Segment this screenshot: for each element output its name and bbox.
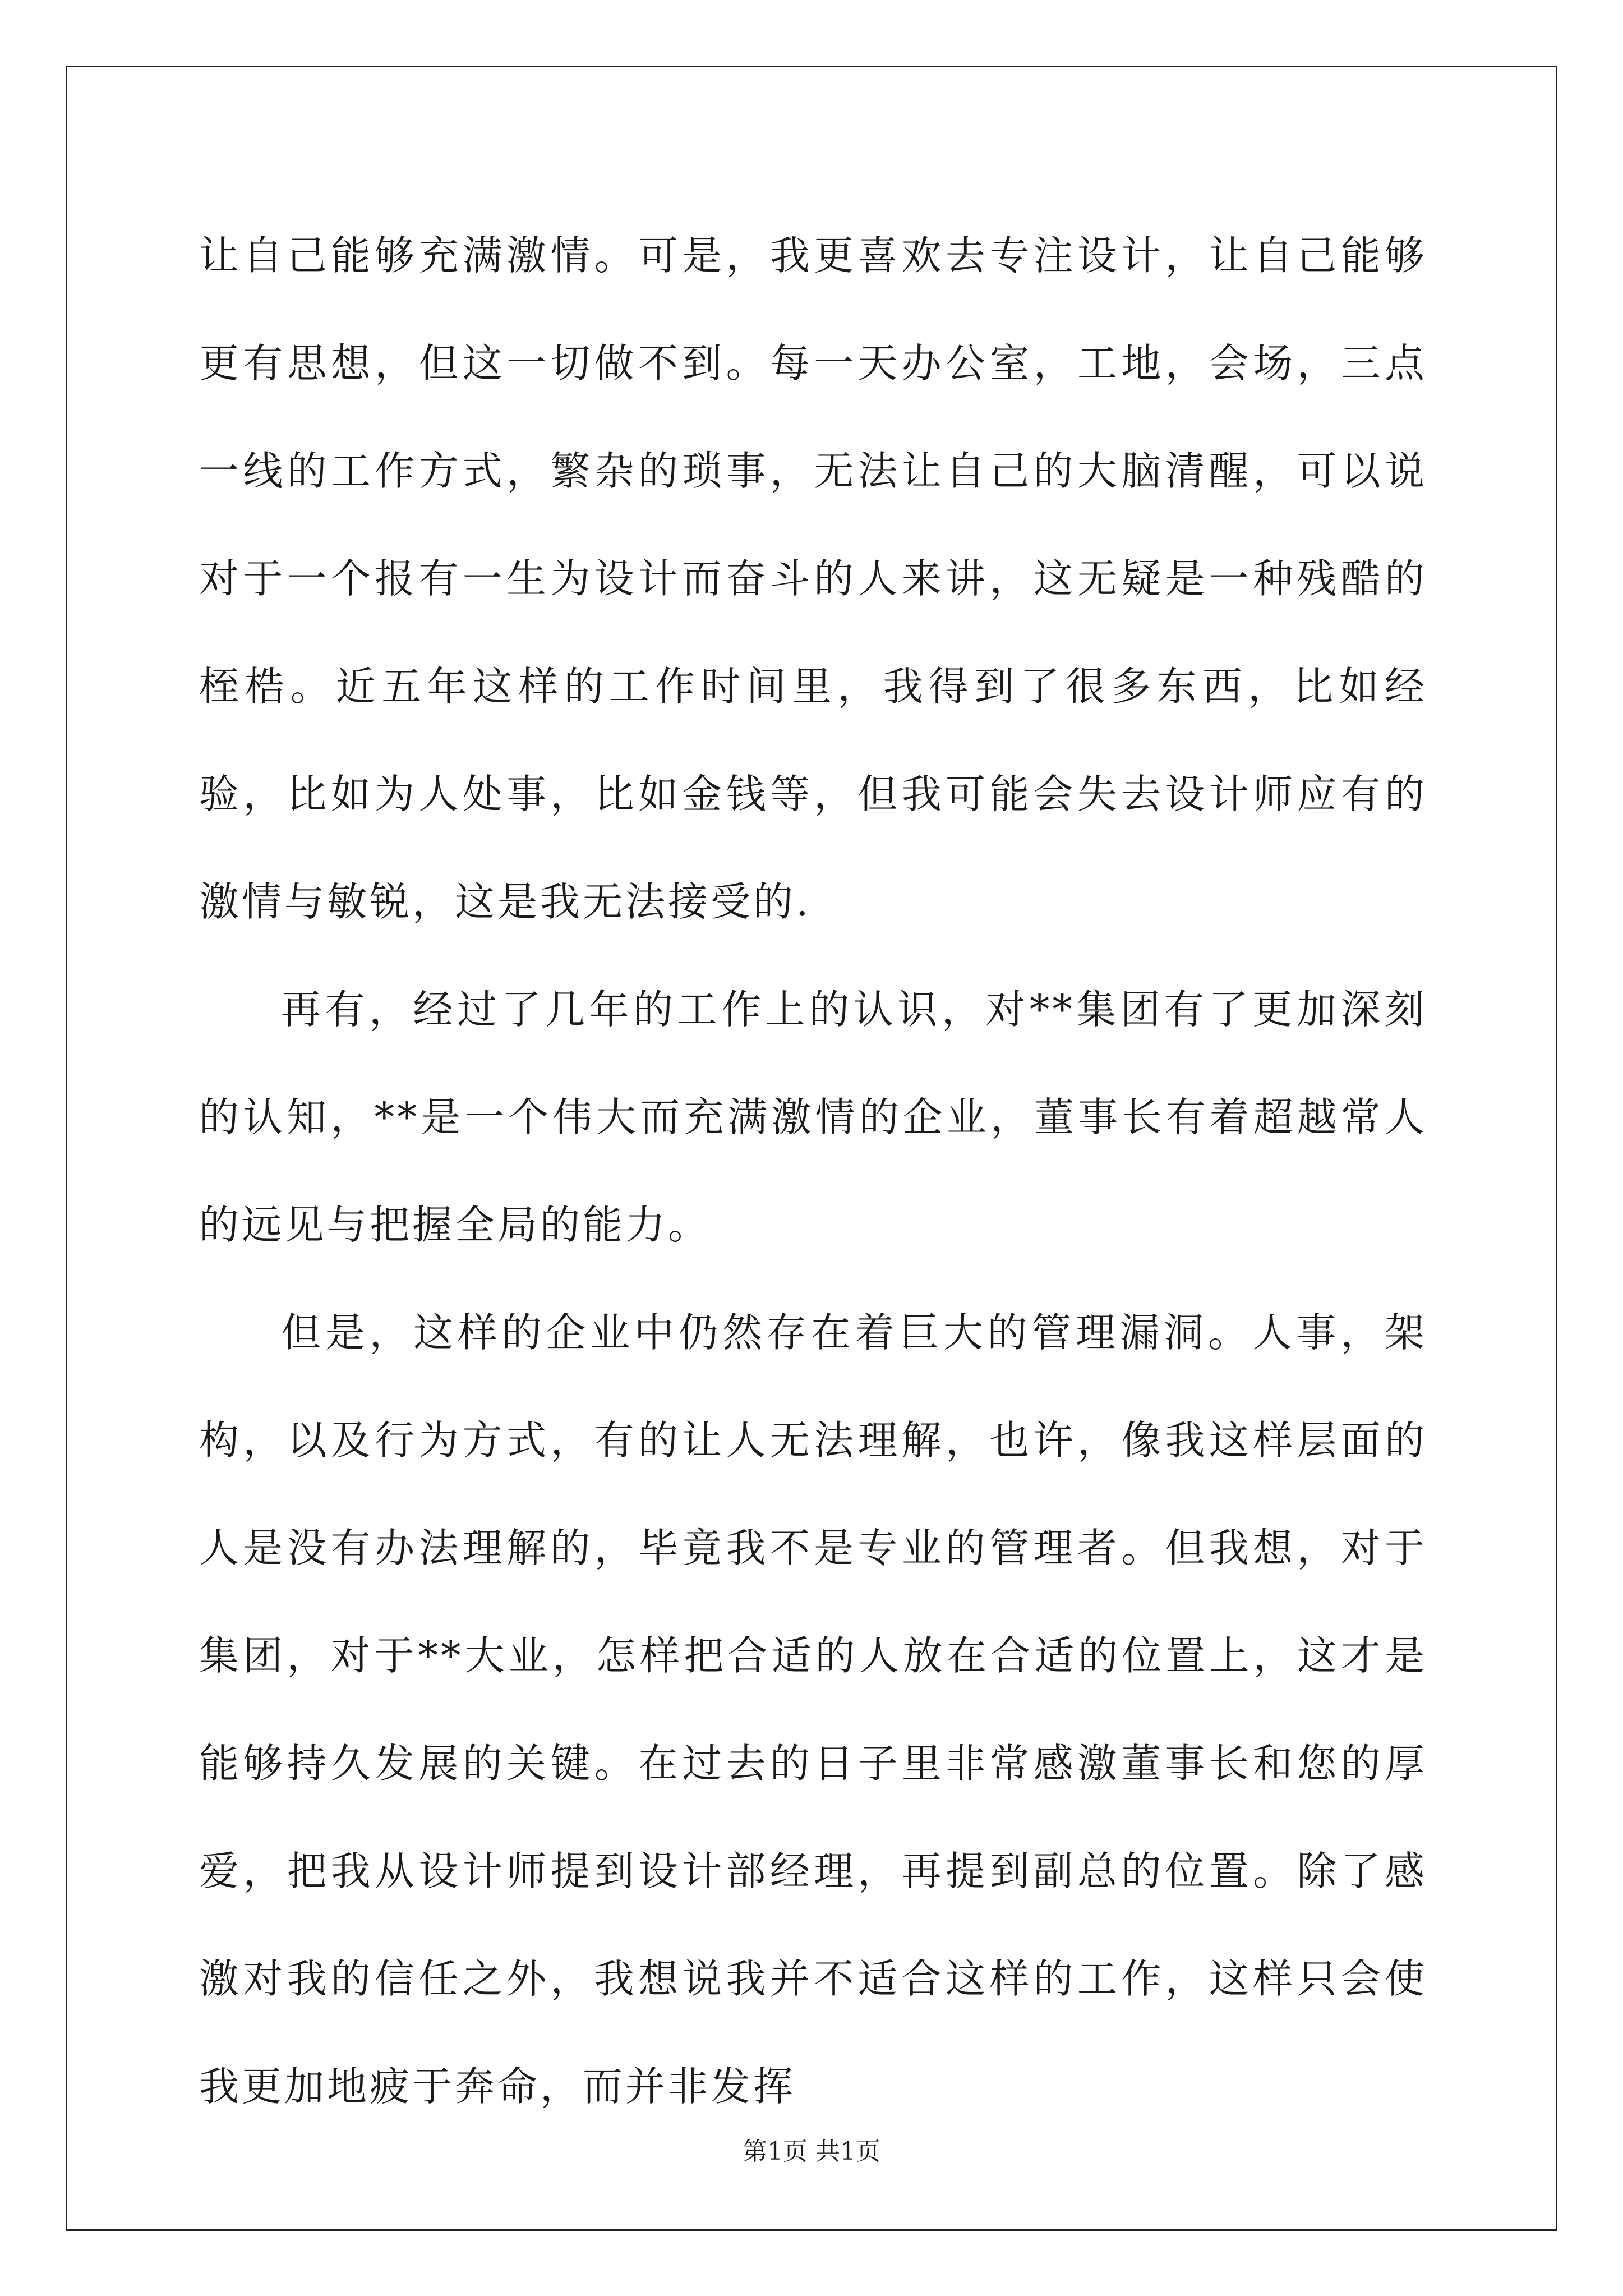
paragraph-3: 但是，这样的企业中仍然存在着巨大的管理漏洞。人事，架构，以及行为方式，有的让人无法理解，也许，像我这样层面的人是没有办法理解的，毕竟我不是专业的管理者。但我想，对于集团，对于**大业，怎样把合适的人放在合适的位置上，这才是能够持久发展的关键。在过去的日子里非常感激董事长和您的厚爱，把我从设计师提到设计部经理，再提到副总的位置。除了感激对我的信任之外，我想说我并不适合这样的工作，这样只会使我更加地疲于奔命，而并非发挥: [199, 1309, 1427, 2110]
document-body: [199, 202, 1427, 2141]
page-footer: 第1页 共1页: [743, 2137, 880, 2166]
paragraph-2: 再有，经过了几年的工作上的认识，对**集团有了更加深刻的认知，**是一个伟大而充满激情的企业，董事长有着超越常人的远见与把握全局的能力。: [199, 986, 1427, 1248]
paragraph-1: 让自己能够充满激情。可是，我更喜欢去专注设计，让自己能够更有思想，但这一切做不到。每一天办公室，工地，会场，三点一线的工作方式，繁杂的琐事，无法让自己的大脑清醒，可以说对于一个报有一生为设计而奋斗的人来讲，这无疑是一种残酷的桎梏。近五年这样的工作时间里，我得到了很多东西，比如经验，比如为人处事，比如金钱等，但我可能会失去设计师应有的激情与敏锐，这是我无法接受的.: [199, 232, 1427, 925]
